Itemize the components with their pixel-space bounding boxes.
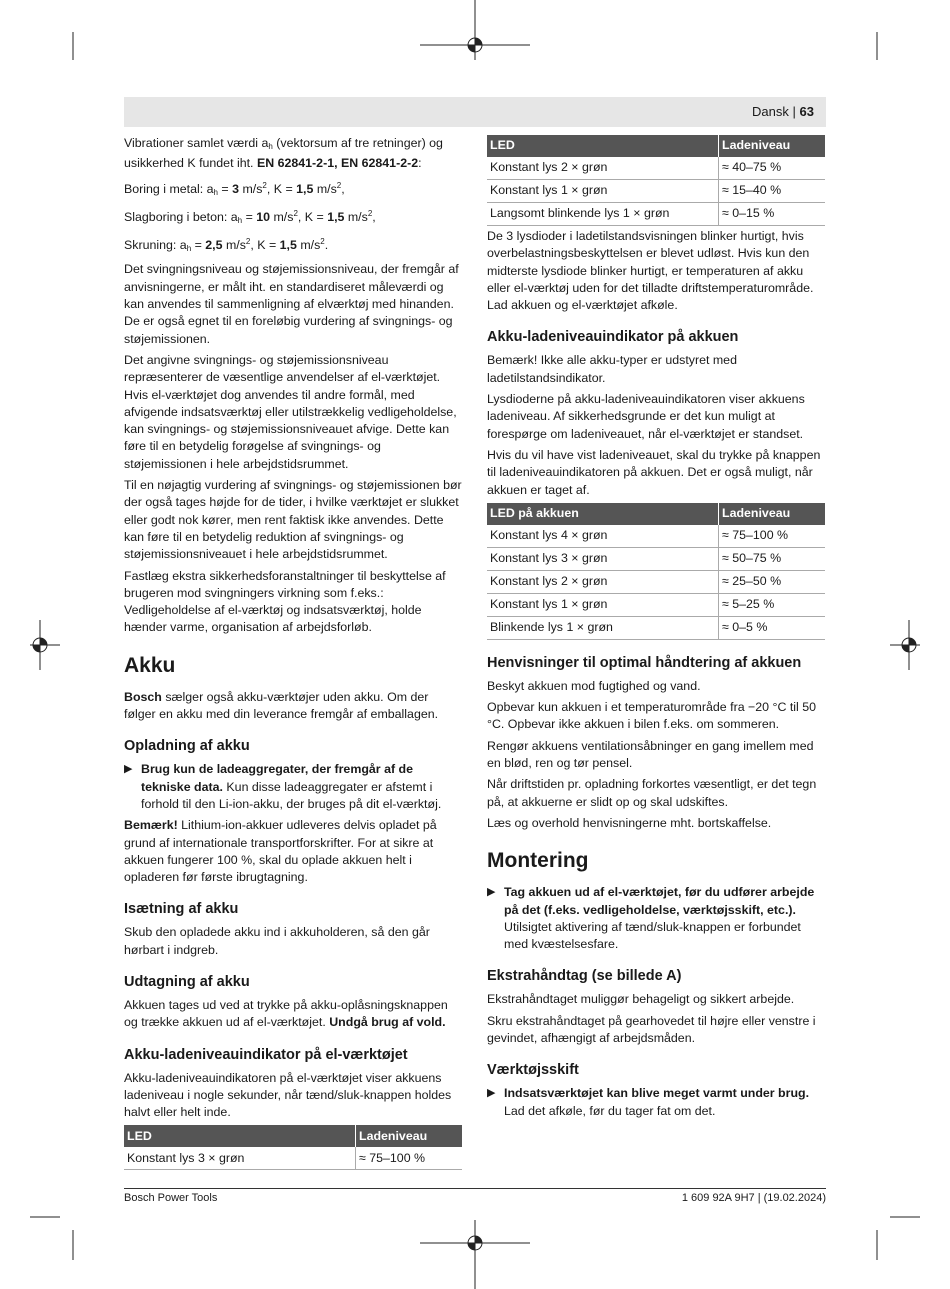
paragraph: De 3 lysdioder i ladetilstandsvisningen blinker hurtigt, hvis overbelastningsbeskyttelsen er blevet udløst. Hvis kun den midterste lysdiode blinker hurtigt, er temperaturen af akku eller el-værktøj uden for det tilladte driftstemperaturområde. Lad akkuen og el-værktøjet afkøle. — [487, 229, 814, 313]
paragraph: Skru ekstrahåndtaget på gearhovedet til højre eller venstre i gevindet, afhængigt af arbejdsmåden. — [487, 1013, 816, 1046]
paragraph: Akku-ladeniveauindikatoren på el-værktøjet viser akkuens ladeniveau i nogle sekunder, når tænd/sluk-knappen holdes halvt eller helt inde. — [124, 1070, 452, 1120]
paragraph: Hvis du vil have vist ladeniveauet, skal du trykke på knappen til ladeniveauindikatoren på akkuen. Det er også muligt, når akkuen er taget af. — [487, 447, 821, 497]
page-number: 63 — [799, 104, 814, 119]
table-row — [487, 570, 825, 593]
table-cell: Konstant lys 4 × grøn — [487, 525, 719, 548]
table-row — [487, 593, 825, 616]
paragraph: Det svingningsniveau og støjemissionsniveau, der fremgår af anvisningerne, er målt iht. en standardiseret måleværdi og kan anvendes til sammenligning af elværktøj med hinanden. De er også egnet til en foreløbig vurdering af svingnings- og støjemissionen. — [124, 262, 459, 346]
table-row — [487, 180, 825, 203]
heading-henvisninger: Henvisninger til optimal håndtering af akkuen — [487, 654, 802, 671]
table-header: LED — [487, 135, 719, 157]
paragraph: Læs og overhold henvisningerne mht. bortskaffelse. — [487, 815, 772, 830]
table-cell: ≈ 5–25 % — [719, 593, 826, 616]
paragraph: Akkuen tages ud ved at trykke på akku-oplåsningsknappen og trække akkuen ud af el-værktøjet. Undgå brug af vold. — [124, 997, 448, 1030]
table-row — [487, 203, 825, 226]
table-header: Ladeniveau — [356, 1125, 463, 1147]
footer-brand: Bosch Power Tools — [124, 1192, 218, 1204]
paragraph: Ekstrahåndtaget muliggør behageligt og sikkert arbejde. — [487, 992, 795, 1007]
table-header: LED på akkuen — [487, 503, 719, 525]
paragraph: Opbevar kun akkuen i et temperaturområde fra −20 °C til 50 °C. Opbevar ikke akkuen i bilen f.eks. om sommeren. — [487, 700, 817, 732]
header-separator: | — [792, 104, 796, 119]
heading-ekstrahaandtag: Ekstrahåndtag (se billede A) — [487, 968, 682, 985]
bemaerk-note: Bemærk! Lithium-ion-akkuer udleveres delvis opladet på grund af internationale transportforskrifter. For at sikre at akkuen fungerer 100 %, skal du oplade akkuen helt i opladeren før første ibrugtagning. — [124, 818, 437, 885]
paragraph: Rengør akkuens ventilationsåbninger en gang imellem med en blød, ren og tør pensel. — [487, 738, 814, 771]
header-language-page — [752, 104, 814, 119]
vibration-skruning: Skruning: $a_h = 2,5$ $m/s^2$, K = 1,5 $m/s^2$. — [124, 237, 329, 254]
vibration-intro: Vibrationer samlet værdi $a_h$ (vektorsum af tre retninger) og usikkerhed K fundet iht. EN 62841-2-1, EN 62841-2-2: — [124, 136, 443, 171]
vibration-boring-metal: Boring i metal: $a_h = 3$ $m/s^2$, K = 1,5 $m/s^2$, — [124, 180, 345, 197]
table-cell: ≈ 15–40 % — [719, 180, 826, 203]
table-cell: ≈ 0–5 % — [719, 616, 826, 639]
left-column — [124, 135, 462, 1172]
table-header: Ladeniveau — [719, 503, 826, 525]
section-title-akku: Akku — [124, 653, 176, 677]
heading-opladning: Opladning af akku — [124, 738, 250, 755]
paragraph: Fastlæg ekstra sikkerhedsforanstaltninger til beskyttelse af brugeren mod svingningers virkning som f.eks.: Vedligeholdelse af el-værktøj og indsatsværktøj, holde hænder varme, organisation af arbejdsforløb. — [124, 568, 446, 635]
table-cell: ≈ 25–50 % — [719, 570, 826, 593]
table-header: LED — [124, 1125, 356, 1147]
vibration-slagboring-beton: Slagboring i beton: $a_h = 10$ $m/s^2$, K = 1,5 $m/s^2$, — [124, 208, 376, 225]
table-cell: Konstant lys 1 × grøn — [487, 180, 719, 203]
table-row — [124, 1147, 462, 1170]
heading-indikator-tool: Akku-ladeniveauindikator på el-værktøjet — [124, 1046, 408, 1063]
table-header: Ladeniveau — [719, 135, 826, 157]
paragraph: Beskyt akkuen mod fugtighed og vand. — [487, 678, 701, 693]
heading-isaetning: Isætning af akku — [124, 901, 239, 918]
table-cell: ≈ 75–100 % — [356, 1147, 463, 1170]
table-cell: Konstant lys 2 × grøn — [487, 570, 719, 593]
table-cell: Blinkende lys 1 × grøn — [487, 616, 719, 639]
paragraph: Lysdioderne på akku-ladeniveauindikatoren viser akkuens ladeniveau. Af sikkerhedsgrunde er det kun muligt at forespørge om ladeniveauet, når el-værktøjet er standset. — [487, 392, 805, 441]
table-cell: ≈ 50–75 % — [719, 547, 826, 570]
table-cell: Konstant lys 1 × grøn — [487, 593, 719, 616]
paragraph: Til en nøjagtig vurdering af svingnings- og støjemissionen bør der også tages højde for de tider, i hvilke værktøjet er slukket eller godt nok kører, men rent faktisk ikke anvendes. Dette kan føre til en betydelig reduktion af svingnings- og støjemissionsniveauet i hele arbejdstidsrummet. — [124, 478, 462, 562]
arrow-icon: ▶ — [487, 1087, 496, 1100]
bullet-opladning: ▶ Brug kun de ladeaggregater, der fremgår af de tekniske data. Kun disse ladeaggregater er afstemt i forhold til den Li-ion-akku, der bruges på dit el-værktøj. — [124, 762, 442, 811]
table-cell: Langsomt blinkende lys 1 × grøn — [487, 203, 719, 226]
header-language: Dansk — [752, 104, 789, 119]
arrow-icon: ▶ — [124, 763, 133, 776]
table-row — [487, 157, 825, 180]
table-cell: ≈ 75–100 % — [719, 525, 826, 548]
paragraph: Når driftstiden pr. opladning forkortes væsentligt, er det tegn på, at akkuerne er slidt op og skal udskiftes. — [487, 777, 817, 809]
table-led-tool-continued — [487, 135, 825, 226]
akku-intro: Bosch sælger også akku-værktøjer uden akku. Om der følger en akku med din leverance fremgår af emballagen. — [124, 689, 439, 722]
section-title-montering: Montering — [487, 849, 589, 873]
paragraph: Bemærk! Ikke alle akku-typer er udstyret med ladetilstandsindikator. — [487, 353, 737, 385]
paragraph: Det angivne svingnings- og støjemissionsniveau repræsenterer de væsentlige anvendelser af el-værktøjet. Hvis el-værktøjet dog anvendes til andre formål, med afvigende indsatsværktøj eller utilstrækkelig vedligeholdelse, kan svingnings- og støjemissionsniveauet afvige. Dette kan føre til en betydelig forøgelse af svingnings- og støjemissionen i hele arbejdstidsrummet. — [124, 352, 457, 471]
footer-doc-number: 1 609 92A 9H7 | (19.02.2024) — [681, 1192, 826, 1204]
heading-vaerktoejsskift: Værktøjsskift — [487, 1062, 579, 1079]
table-cell: Konstant lys 3 × grøn — [487, 547, 719, 570]
table-led-tool — [124, 1125, 462, 1170]
table-row — [487, 616, 825, 639]
table-cell: ≈ 0–15 % — [719, 203, 826, 226]
heading-indikator-akku: Akku-ladeniveauindikator på akkuen — [487, 329, 739, 346]
arrow-icon: ▶ — [487, 886, 496, 899]
table-cell: ≈ 40–75 % — [719, 157, 826, 180]
footer-rule — [124, 1188, 826, 1189]
table-cell: Konstant lys 3 × grøn — [124, 1147, 356, 1170]
paragraph: Skub den opladede akku ind i akkuholderen, så den går hørbart i indgreb. — [124, 925, 430, 957]
bullet-vaerktoejsskift: ▶ Indsatsværktøjet kan blive meget varmt under brug. Lad det afkøle, før du tager fat om det. — [487, 1086, 810, 1118]
table-led-akku — [487, 503, 825, 640]
page-header — [124, 97, 826, 127]
heading-udtagning: Udtagning af akku — [124, 973, 250, 990]
right-column — [487, 135, 825, 1124]
bullet-montering: ▶ Tag akkuen ud af el-værktøjet, før du udfører arbejde på det (f.eks. vedligeholdelse, værktøjsskift, etc.). Utilsigtet aktivering af tænd/sluk-knappen er forbundet med kvæstelsesfare. — [487, 885, 815, 952]
table-cell: Konstant lys 2 × grøn — [487, 157, 719, 180]
table-row — [487, 525, 825, 548]
table-row — [487, 547, 825, 570]
